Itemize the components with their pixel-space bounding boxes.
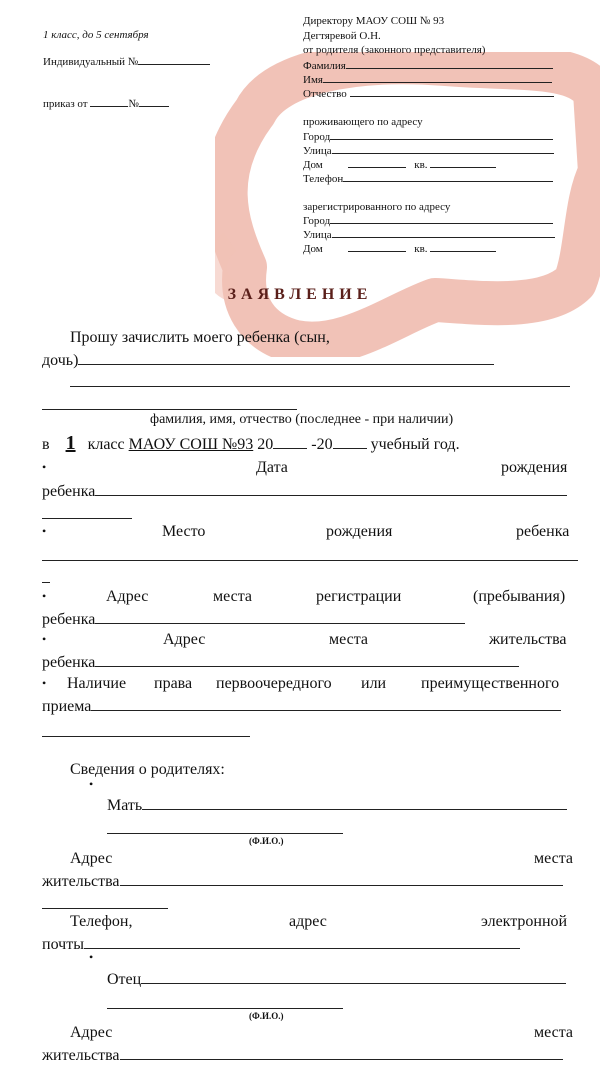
- phone-word-2: адрес: [289, 913, 327, 930]
- reg-word-4: (пребывания): [473, 588, 566, 605]
- child-label: ребенка: [42, 611, 96, 628]
- phone-row: [303, 171, 553, 186]
- res-city-row: [303, 129, 553, 144]
- year-prefix: 20: [257, 436, 274, 453]
- phone-word-1: Телефон,: [70, 913, 133, 930]
- reg-word-3: регистрации: [316, 588, 402, 605]
- order-label: приказ от: [43, 98, 88, 110]
- residence-label: жительства: [42, 873, 120, 890]
- res-city-field[interactable]: [330, 129, 553, 140]
- res-word-3: жительства: [489, 631, 567, 648]
- year-dash: -20: [311, 436, 333, 453]
- bullet-icon: •: [42, 524, 47, 538]
- father-residence-row: [42, 1045, 563, 1066]
- res-street-row: [303, 143, 554, 158]
- registered-label: зарегистрированного по адресу: [303, 201, 451, 213]
- priority-word-1: Наличие: [67, 675, 127, 692]
- priority-word-3: первоочередного: [216, 675, 332, 692]
- priority-line-2[interactable]: [42, 736, 250, 737]
- school-name: МАОУ СОШ №93: [128, 436, 254, 453]
- city-label: Город: [303, 131, 331, 143]
- res-house-row: [303, 157, 496, 172]
- bullet-icon: •: [42, 460, 47, 474]
- reg-apt-field[interactable]: [430, 241, 496, 252]
- surname-row: [303, 58, 553, 73]
- bullet-icon: •: [89, 950, 94, 964]
- school-year-label: учебный год.: [370, 436, 460, 453]
- father-address-field[interactable]: [120, 1045, 563, 1060]
- house-label: Дом: [303, 159, 323, 171]
- mother-line-2[interactable]: [107, 833, 343, 834]
- document-title: ЗАЯВЛЕНИЕ: [227, 286, 373, 303]
- mother-address-word: Адрес: [70, 850, 113, 867]
- father-row: [107, 969, 566, 990]
- daughter-label: дочь): [42, 352, 79, 369]
- father-field[interactable]: [141, 969, 566, 984]
- res-address-field[interactable]: [95, 652, 519, 667]
- reg-street-field[interactable]: [332, 227, 555, 238]
- individual-number-row: [43, 54, 210, 69]
- reg-house-label: Дом: [303, 243, 323, 255]
- director-line: Директору МАОУ СОШ № 93: [303, 15, 445, 27]
- father-address-word: Адрес: [70, 1024, 113, 1041]
- priority-end: приема: [42, 698, 92, 715]
- bullet-icon: •: [42, 632, 47, 646]
- mother-fio-caption: (Ф.И.О.): [249, 836, 284, 846]
- mother-field[interactable]: [142, 795, 567, 810]
- grade-word: класс: [87, 436, 125, 453]
- res-apt-field[interactable]: [430, 157, 496, 168]
- residing-label: проживающего по адресу: [303, 116, 423, 128]
- name-label: Имя: [303, 74, 323, 86]
- mother-label: Мать: [107, 797, 143, 814]
- fio-caption: фамилия, имя, отчество (последнее - при наличии): [150, 412, 454, 427]
- reg-house-field[interactable]: [348, 241, 406, 252]
- father-fio-caption: (Ф.И.О.): [249, 1011, 284, 1021]
- reg-apt-label: кв.: [414, 243, 428, 255]
- dob-line-2[interactable]: [42, 518, 132, 519]
- bullet-icon: •: [89, 777, 94, 791]
- order-row: [43, 96, 169, 111]
- bullet-icon: •: [42, 589, 47, 603]
- res-word-1: Адрес: [163, 631, 206, 648]
- priority-field[interactable]: [91, 696, 561, 711]
- mother-place-word: места: [534, 850, 574, 867]
- mother-address-field[interactable]: [120, 871, 563, 886]
- child-label: ребенка: [42, 483, 96, 500]
- email-field[interactable]: [84, 934, 520, 949]
- name-field[interactable]: [323, 72, 552, 83]
- grade-row: [42, 433, 460, 455]
- reg-word-1: Адрес: [106, 588, 149, 605]
- reg-word-2: места: [213, 588, 253, 605]
- residence-label: жительства: [42, 1047, 120, 1064]
- birthplace-word-2: рождения: [326, 523, 393, 540]
- director-name: Дегтяревой О.Н.: [303, 30, 381, 42]
- dob-word-2: рождения: [501, 459, 568, 476]
- child-name-line-3[interactable]: [42, 409, 297, 410]
- father-line-2[interactable]: [107, 1008, 343, 1009]
- priority-row: [42, 696, 561, 717]
- phone-field[interactable]: [343, 171, 553, 182]
- surname-field[interactable]: [346, 58, 553, 69]
- surname-label: Фамилия: [303, 60, 346, 72]
- child-label: ребенка: [42, 654, 96, 671]
- res-house-field[interactable]: [348, 157, 406, 168]
- street-label: Улица: [303, 145, 332, 157]
- birthplace-field[interactable]: [42, 560, 578, 561]
- father-place-word: места: [534, 1024, 574, 1041]
- birthplace-line-2[interactable]: [42, 582, 50, 583]
- mother-address-line-2[interactable]: [42, 908, 168, 909]
- reg-city-label: Город: [303, 215, 331, 227]
- phone-label: Телефон: [303, 173, 344, 185]
- child-name-line-2[interactable]: [70, 386, 570, 387]
- reg-street-row: [303, 227, 555, 242]
- res-word-2: места: [329, 631, 369, 648]
- request-line: Прошу зачислить моего ребенка (сын,: [70, 329, 330, 346]
- reg-city-row: [303, 213, 553, 228]
- reg-address-field[interactable]: [95, 609, 465, 624]
- birthplace-word-1: Место: [162, 523, 206, 540]
- order-no-label: №: [128, 98, 139, 110]
- birthplace-word-3: ребенка: [516, 523, 570, 540]
- patronymic-label: Отчество: [303, 88, 347, 100]
- apt-label: кв.: [414, 159, 428, 171]
- year-start-field[interactable]: [273, 434, 307, 449]
- priority-word-2: права: [154, 675, 193, 692]
- individual-label: Индивидуальный №: [43, 56, 139, 68]
- parents-info-heading: Сведения о родителях:: [70, 761, 225, 778]
- grade-number: 1: [65, 432, 76, 454]
- mother-row: [107, 795, 567, 816]
- patronymic-row: [303, 86, 554, 101]
- priority-word-5: преимущественного: [421, 675, 560, 692]
- dob-field[interactable]: [95, 481, 567, 496]
- res-address-row: [42, 652, 519, 673]
- individual-number-field[interactable]: [138, 54, 210, 65]
- priority-word-4: или: [361, 675, 387, 692]
- email-label: почты: [42, 936, 84, 953]
- in-label: в: [42, 436, 50, 453]
- dob-word-1: Дата: [256, 459, 288, 476]
- email-row: [42, 934, 520, 955]
- grade-note: 1 класс, до 5 сентября: [43, 29, 149, 41]
- reg-city-field[interactable]: [330, 213, 553, 224]
- daughter-row: [42, 350, 494, 371]
- name-row: [303, 72, 552, 87]
- bullet-icon: •: [42, 676, 47, 690]
- child-name-field[interactable]: [78, 350, 494, 365]
- res-street-field[interactable]: [332, 143, 554, 154]
- mother-residence-row: [42, 871, 563, 892]
- dob-row: [42, 481, 567, 502]
- order-date-field[interactable]: [90, 96, 128, 107]
- reg-address-row: [42, 609, 465, 630]
- from-parent-line: от родителя (законного представителя): [303, 44, 486, 56]
- phone-word-3: электронной: [481, 913, 568, 930]
- reg-house-row: [303, 241, 496, 256]
- order-number-field[interactable]: [139, 96, 169, 107]
- year-end-field[interactable]: [333, 434, 367, 449]
- reg-street-label: Улица: [303, 229, 332, 241]
- patronymic-field[interactable]: [350, 86, 554, 97]
- father-label: Отец: [107, 971, 142, 988]
